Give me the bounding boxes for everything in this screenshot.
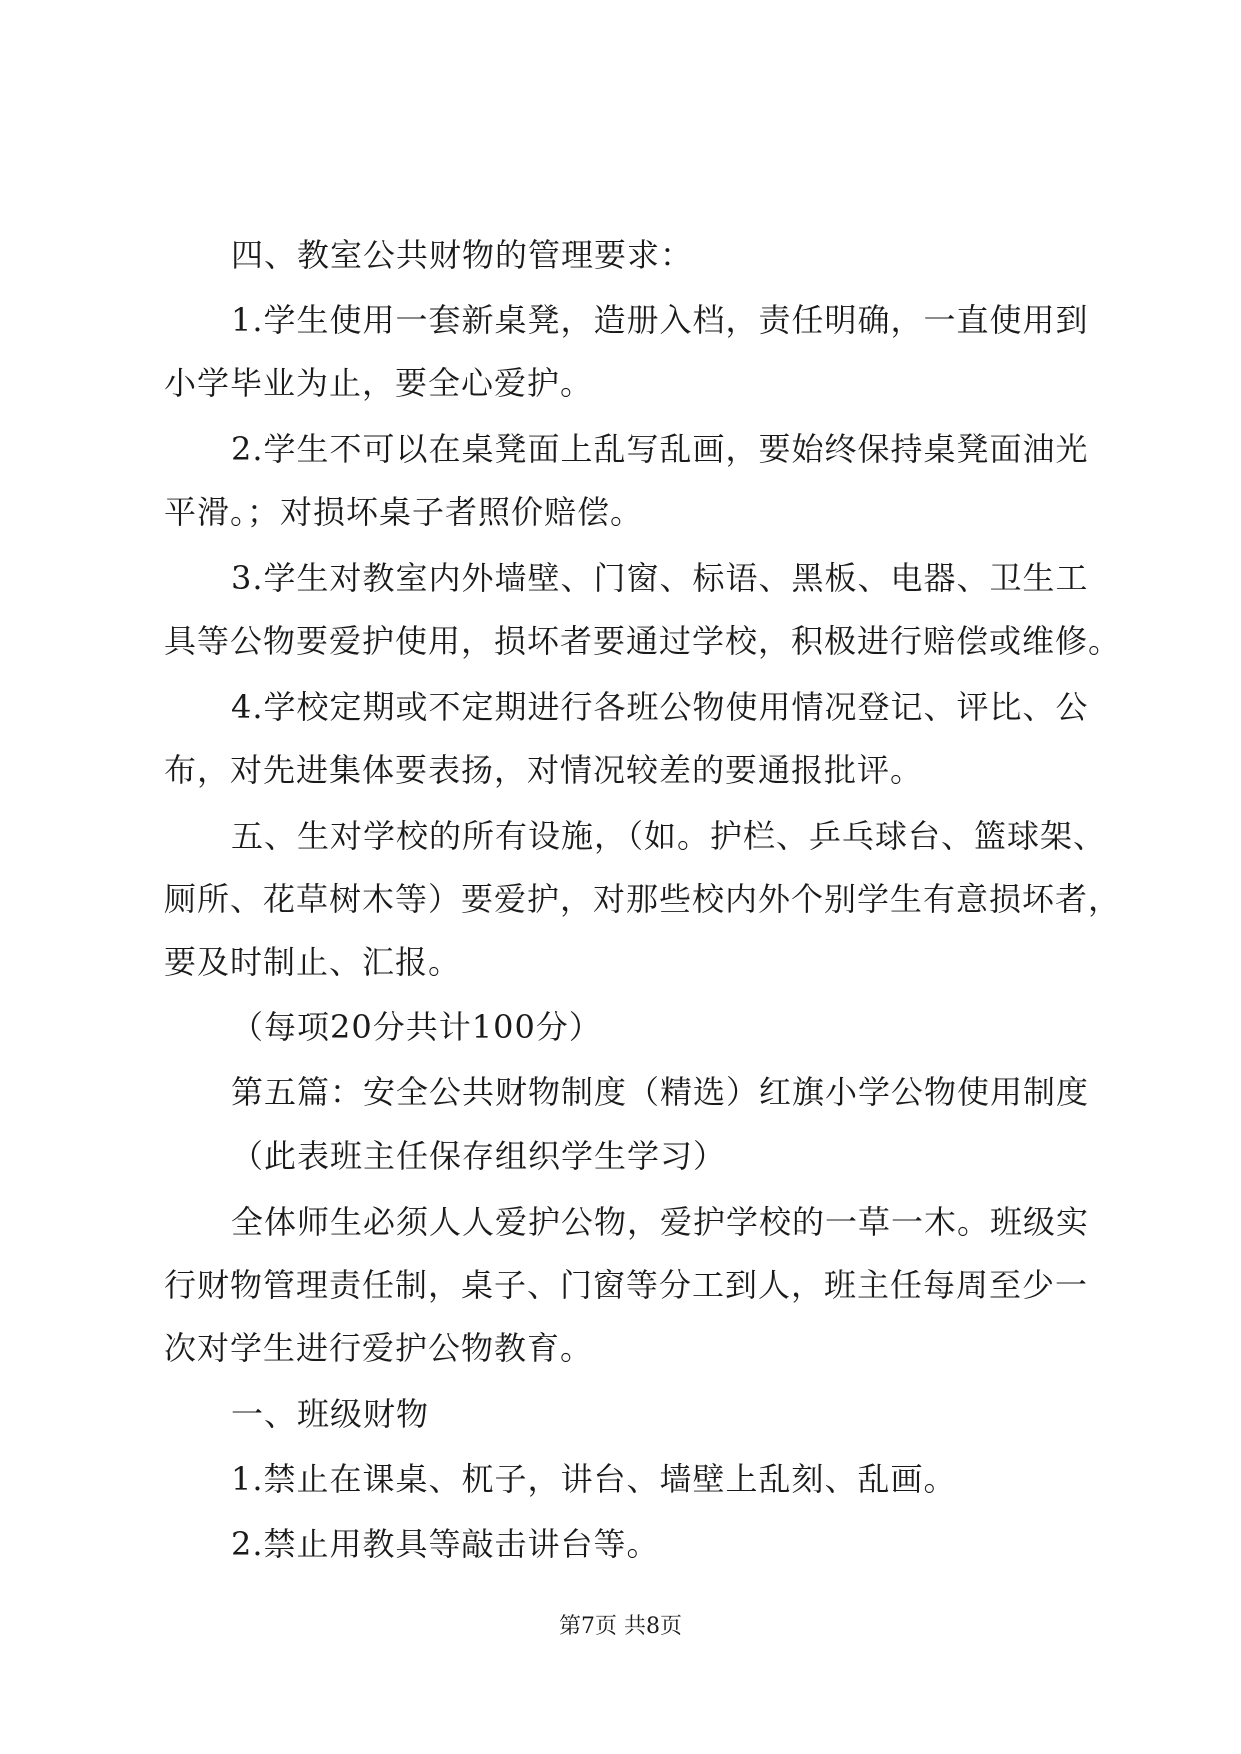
paragraph-line: 厕所、花草树木等）要爱护，对那些校内外个别学生有意损坏者， — [164, 880, 1122, 918]
paragraph-line: 要及时制止、汇报。 — [164, 943, 462, 981]
paragraph-line: 平滑。；对损坏桌子者照价赔偿。 — [164, 493, 644, 531]
paragraph-line: 1.学生使用一套新桌凳，造册入档，责任明确，一直使用到 — [231, 301, 1089, 339]
list-item: 2.禁止用教具等敲击讲台等。 — [231, 1525, 660, 1563]
paragraph-line: 次对学生进行爱护公物教育。 — [164, 1329, 594, 1367]
paragraph-line: 小学毕业为止，要全心爱护。 — [164, 364, 594, 402]
score-note: （每项20分共计100分） — [231, 1008, 602, 1046]
paragraph-line: 行财物管理责任制，桌子、门窗等分工到人，班主任每周至少一 — [164, 1266, 1089, 1304]
section-heading-5: 五、生对学校的所有设施，（如。护栏、乒乓球台、篮球架、 — [231, 817, 1107, 855]
section-heading-1: 一、班级财物 — [231, 1395, 430, 1433]
paragraph-line: 具等公物要爱护使用，损坏者要通过学校，积极进行赔偿或维修。 — [164, 622, 1122, 660]
page-number-footer: 第7页 共8页 — [559, 1614, 682, 1639]
article-title: 第五篇：安全公共财物制度（精选）红旗小学公物使用制度 — [231, 1073, 1090, 1111]
section-heading-4: 四、教室公共财物的管理要求： — [231, 236, 694, 274]
list-item: 1.禁止在课桌、杌子，讲台、墙壁上乱刻、乱画。 — [231, 1460, 957, 1498]
paragraph-line: 4.学校定期或不定期进行各班公物使用情况登记、评比、公 — [231, 688, 1089, 726]
paragraph-line: 3.学生对教室内外墙壁、门窗、标语、黑板、电器、卫生工 — [231, 559, 1089, 597]
article-subtitle: （此表班主任保存组织学生学习） — [231, 1137, 727, 1175]
paragraph-line: 2.学生不可以在桌凳面上乱写乱画，要始终保持桌凳面油光 — [231, 430, 1089, 468]
paragraph-line: 布，对先进集体要表扬，对情况较差的要通报批评。 — [164, 751, 924, 789]
paragraph-line: 全体师生必须人人爱护公物，爱护学校的一草一木。班级实 — [231, 1203, 1090, 1241]
